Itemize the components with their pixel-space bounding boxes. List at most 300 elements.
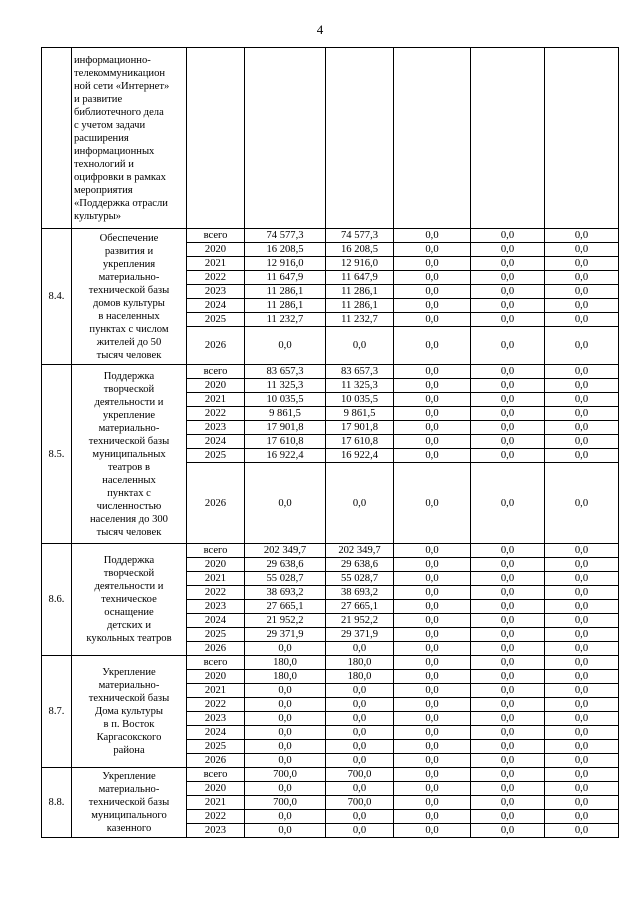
- description-line: пунктах с: [107, 487, 151, 499]
- description-line: технической базы: [88, 797, 170, 808]
- other-cell: 0,0: [545, 558, 619, 572]
- description-line: театров в: [108, 461, 150, 473]
- total-cell: 29 638,6: [245, 558, 326, 572]
- total-cell: 11 647,9: [245, 271, 326, 285]
- budget-cell: 0,0: [326, 684, 394, 698]
- budget-cell: 0,0: [326, 463, 394, 544]
- total-cell: 180,0: [245, 656, 326, 670]
- federal-cell: 0,0: [394, 796, 471, 810]
- other-cell: 0,0: [545, 435, 619, 449]
- federal-cell: 0,0: [394, 712, 471, 726]
- regional-cell: 0,0: [471, 313, 545, 327]
- total-cell: 74 577,3: [245, 229, 326, 243]
- year-cell: 2020: [187, 670, 245, 684]
- description-line: «Поддержка отрасли: [74, 197, 168, 209]
- regional-cell: 0,0: [471, 614, 545, 628]
- year-cell: 2021: [187, 684, 245, 698]
- federal-cell: 0,0: [394, 229, 471, 243]
- other-cell: 0,0: [545, 586, 619, 600]
- description-line: укрепления: [102, 258, 156, 270]
- description-line: жителей до 50: [96, 336, 162, 348]
- total-cell: 202 349,7: [245, 544, 326, 558]
- federal-cell: 0,0: [394, 782, 471, 796]
- description-line: населения до 300: [90, 513, 168, 525]
- empty-cell: [545, 48, 619, 229]
- table-row: [42, 365, 619, 379]
- federal-cell: 0,0: [394, 243, 471, 257]
- federal-cell: 0,0: [394, 407, 471, 421]
- description-line: кукольных театров: [86, 633, 172, 644]
- total-cell: 29 371,9: [245, 628, 326, 642]
- description-line: телекоммуникацион: [74, 67, 166, 79]
- year-cell: 2023: [187, 285, 245, 299]
- section-number: 8.6.: [42, 544, 72, 656]
- year-cell: 2021: [187, 796, 245, 810]
- federal-cell: 0,0: [394, 285, 471, 299]
- description-line: деятельности и: [94, 396, 164, 408]
- total-cell: 700,0: [245, 796, 326, 810]
- year-cell: 2024: [187, 299, 245, 313]
- regional-cell: 0,0: [471, 365, 545, 379]
- total-cell: 0,0: [245, 698, 326, 712]
- budget-cell: 29 371,9: [326, 628, 394, 642]
- federal-cell: 0,0: [394, 449, 471, 463]
- year-cell: 2022: [187, 586, 245, 600]
- year-cell: 2022: [187, 698, 245, 712]
- federal-cell: 0,0: [394, 365, 471, 379]
- budget-cell: 180,0: [326, 656, 394, 670]
- description-line: ной сети «Интернет»: [74, 80, 170, 92]
- regional-cell: 0,0: [471, 421, 545, 435]
- regional-cell: 0,0: [471, 299, 545, 313]
- year-cell: 2026: [187, 327, 245, 365]
- description-line: Обеспечение: [99, 232, 159, 244]
- total-cell: 0,0: [245, 684, 326, 698]
- regional-cell: 0,0: [471, 768, 545, 782]
- budget-cell: 0,0: [326, 712, 394, 726]
- budget-cell: 55 028,7: [326, 572, 394, 586]
- budget-cell: 0,0: [326, 698, 394, 712]
- year-cell: 2024: [187, 614, 245, 628]
- budget-cell: 16 922,4: [326, 449, 394, 463]
- description-line: технической базы: [88, 284, 170, 296]
- federal-cell: 0,0: [394, 379, 471, 393]
- description-line: технологий и: [74, 158, 134, 170]
- section-number: 8.4.: [42, 229, 72, 365]
- federal-cell: 0,0: [394, 628, 471, 642]
- regional-cell: 0,0: [471, 628, 545, 642]
- budget-cell: 21 952,2: [326, 614, 394, 628]
- year-cell: 2023: [187, 600, 245, 614]
- total-cell: 11 286,1: [245, 285, 326, 299]
- total-cell: 0,0: [245, 740, 326, 754]
- year-cell: 2023: [187, 421, 245, 435]
- description-line: Поддержка: [103, 555, 155, 566]
- federal-cell: 0,0: [394, 698, 471, 712]
- total-cell: 17 610,8: [245, 435, 326, 449]
- total-cell: 0,0: [245, 642, 326, 656]
- budget-cell: 180,0: [326, 670, 394, 684]
- other-cell: 0,0: [545, 544, 619, 558]
- description-line: в п. Восток: [103, 719, 155, 730]
- total-cell: 0,0: [245, 463, 326, 544]
- description-line: детских и: [107, 620, 151, 631]
- federal-cell: 0,0: [394, 586, 471, 600]
- description-line: расширения: [74, 132, 129, 144]
- other-cell: 0,0: [545, 726, 619, 740]
- section-description: [72, 365, 187, 544]
- budget-cell: 0,0: [326, 782, 394, 796]
- federal-cell: 0,0: [394, 656, 471, 670]
- budget-table: [41, 47, 619, 838]
- description-line: Каргасокского: [96, 732, 162, 743]
- regional-cell: 0,0: [471, 740, 545, 754]
- total-cell: 55 028,7: [245, 572, 326, 586]
- other-cell: 0,0: [545, 796, 619, 810]
- federal-cell: 0,0: [394, 810, 471, 824]
- other-cell: 0,0: [545, 614, 619, 628]
- other-cell: 0,0: [545, 600, 619, 614]
- description-line: материально-: [98, 271, 160, 283]
- total-cell: 11 325,3: [245, 379, 326, 393]
- year-cell: 2022: [187, 810, 245, 824]
- description-line: домов культуры: [93, 297, 165, 309]
- section-description: [72, 768, 187, 838]
- description-line: культуры»: [74, 210, 122, 222]
- federal-cell: 0,0: [394, 726, 471, 740]
- regional-cell: 0,0: [471, 271, 545, 285]
- year-cell: 2022: [187, 407, 245, 421]
- other-cell: 0,0: [545, 656, 619, 670]
- description-line: тысяч человек: [96, 349, 162, 361]
- year-cell: 2021: [187, 257, 245, 271]
- regional-cell: 0,0: [471, 600, 545, 614]
- budget-cell: 17 610,8: [326, 435, 394, 449]
- description-line: материально-: [98, 680, 160, 691]
- regional-cell: 0,0: [471, 754, 545, 768]
- regional-cell: 0,0: [471, 463, 545, 544]
- budget-cell: 29 638,6: [326, 558, 394, 572]
- section-description: [72, 656, 187, 768]
- budget-cell: 38 693,2: [326, 586, 394, 600]
- description-line: района: [113, 745, 145, 756]
- empty-cell: [187, 48, 245, 229]
- other-cell: 0,0: [545, 271, 619, 285]
- description-line: технической базы: [88, 693, 170, 704]
- continuation-description: [72, 48, 187, 229]
- year-cell: 2025: [187, 449, 245, 463]
- description-line: библиотечного дела: [74, 106, 164, 118]
- description-line: в населенных: [98, 310, 160, 322]
- other-cell: 0,0: [545, 628, 619, 642]
- year-cell: всего: [187, 656, 245, 670]
- total-cell: 27 665,1: [245, 600, 326, 614]
- description-line: материально-: [98, 784, 160, 795]
- description-line: оцифровки в рамках: [74, 171, 166, 183]
- year-cell: 2026: [187, 754, 245, 768]
- federal-cell: 0,0: [394, 421, 471, 435]
- other-cell: 0,0: [545, 642, 619, 656]
- regional-cell: 0,0: [471, 257, 545, 271]
- empty-cell: [326, 48, 394, 229]
- other-cell: 0,0: [545, 754, 619, 768]
- description-line: развития и: [104, 245, 154, 257]
- total-cell: 700,0: [245, 768, 326, 782]
- year-cell: всего: [187, 768, 245, 782]
- continuation-row: [42, 48, 619, 229]
- other-cell: 0,0: [545, 327, 619, 365]
- description-line: деятельности и: [94, 581, 164, 592]
- federal-cell: 0,0: [394, 313, 471, 327]
- year-cell: 2024: [187, 435, 245, 449]
- budget-cell: 74 577,3: [326, 229, 394, 243]
- federal-cell: 0,0: [394, 463, 471, 544]
- federal-cell: 0,0: [394, 327, 471, 365]
- year-cell: 2021: [187, 572, 245, 586]
- regional-cell: 0,0: [471, 393, 545, 407]
- other-cell: 0,0: [545, 393, 619, 407]
- description-line: муниципальных: [92, 448, 166, 460]
- other-cell: 0,0: [545, 285, 619, 299]
- description-line: творческой: [103, 383, 155, 395]
- other-cell: 0,0: [545, 379, 619, 393]
- other-cell: 0,0: [545, 463, 619, 544]
- empty-cell: [471, 48, 545, 229]
- budget-cell: 0,0: [326, 754, 394, 768]
- federal-cell: 0,0: [394, 642, 471, 656]
- description-line: Поддержка: [103, 370, 155, 382]
- total-cell: 0,0: [245, 782, 326, 796]
- regional-cell: 0,0: [471, 572, 545, 586]
- budget-cell: 11 325,3: [326, 379, 394, 393]
- budget-cell: 10 035,5: [326, 393, 394, 407]
- empty-cell: [394, 48, 471, 229]
- federal-cell: 0,0: [394, 393, 471, 407]
- other-cell: 0,0: [545, 421, 619, 435]
- year-cell: 2020: [187, 379, 245, 393]
- year-cell: 2025: [187, 628, 245, 642]
- table-row: [42, 544, 619, 558]
- budget-cell: 202 349,7: [326, 544, 394, 558]
- description-line: пунктах с числом: [89, 323, 169, 335]
- description-line: оснащение: [104, 607, 154, 618]
- regional-cell: 0,0: [471, 544, 545, 558]
- section-description: [72, 229, 187, 365]
- other-cell: 0,0: [545, 229, 619, 243]
- regional-cell: 0,0: [471, 782, 545, 796]
- description-line: Укрепление: [102, 771, 156, 782]
- other-cell: 0,0: [545, 243, 619, 257]
- description-line: творческой: [103, 568, 155, 579]
- regional-cell: 0,0: [471, 698, 545, 712]
- description-line: материально-: [98, 422, 160, 434]
- table-row: [42, 229, 619, 243]
- total-cell: 38 693,2: [245, 586, 326, 600]
- total-cell: 12 916,0: [245, 257, 326, 271]
- federal-cell: 0,0: [394, 435, 471, 449]
- federal-cell: 0,0: [394, 544, 471, 558]
- page-number: 4: [316, 22, 324, 37]
- total-cell: 0,0: [245, 726, 326, 740]
- total-cell: 9 861,5: [245, 407, 326, 421]
- federal-cell: 0,0: [394, 824, 471, 838]
- budget-cell: 9 861,5: [326, 407, 394, 421]
- total-cell: 0,0: [245, 824, 326, 838]
- budget-cell: 0,0: [326, 810, 394, 824]
- regional-cell: 0,0: [471, 379, 545, 393]
- total-cell: 16 208,5: [245, 243, 326, 257]
- other-cell: 0,0: [545, 299, 619, 313]
- total-cell: 83 657,3: [245, 365, 326, 379]
- total-cell: 180,0: [245, 670, 326, 684]
- description-line: с учетом задачи: [74, 119, 146, 131]
- regional-cell: 0,0: [471, 449, 545, 463]
- total-cell: 17 901,8: [245, 421, 326, 435]
- other-cell: 0,0: [545, 810, 619, 824]
- regional-cell: 0,0: [471, 229, 545, 243]
- budget-cell: 11 286,1: [326, 299, 394, 313]
- year-cell: 2020: [187, 243, 245, 257]
- other-cell: 0,0: [545, 670, 619, 684]
- regional-cell: 0,0: [471, 558, 545, 572]
- federal-cell: 0,0: [394, 600, 471, 614]
- description-line: технической базы: [88, 435, 170, 447]
- description-line: и развитие: [74, 93, 123, 105]
- total-cell: 0,0: [245, 810, 326, 824]
- budget-cell: 27 665,1: [326, 600, 394, 614]
- year-cell: 2022: [187, 271, 245, 285]
- year-cell: всего: [187, 544, 245, 558]
- year-cell: всего: [187, 365, 245, 379]
- year-cell: 2026: [187, 463, 245, 544]
- table-row: [42, 768, 619, 782]
- budget-cell: 0,0: [326, 327, 394, 365]
- regional-cell: 0,0: [471, 810, 545, 824]
- federal-cell: 0,0: [394, 614, 471, 628]
- budget-cell: 11 647,9: [326, 271, 394, 285]
- description-line: мероприятия: [74, 184, 133, 196]
- federal-cell: 0,0: [394, 558, 471, 572]
- budget-cell: 16 208,5: [326, 243, 394, 257]
- description-line: техническое: [101, 594, 157, 605]
- section-description: [72, 544, 187, 656]
- budget-cell: 12 916,0: [326, 257, 394, 271]
- total-cell: 11 232,7: [245, 313, 326, 327]
- year-cell: 2020: [187, 558, 245, 572]
- regional-cell: 0,0: [471, 670, 545, 684]
- total-cell: 0,0: [245, 754, 326, 768]
- other-cell: 0,0: [545, 712, 619, 726]
- budget-cell: 700,0: [326, 768, 394, 782]
- section-number: 8.8.: [42, 768, 72, 838]
- year-cell: 2021: [187, 393, 245, 407]
- description-line: Укрепление: [102, 667, 156, 678]
- other-cell: 0,0: [545, 257, 619, 271]
- regional-cell: 0,0: [471, 796, 545, 810]
- other-cell: 0,0: [545, 768, 619, 782]
- other-cell: 0,0: [545, 313, 619, 327]
- regional-cell: 0,0: [471, 243, 545, 257]
- budget-cell: 0,0: [326, 824, 394, 838]
- regional-cell: 0,0: [471, 642, 545, 656]
- description-line: казенного: [106, 823, 152, 834]
- regional-cell: 0,0: [471, 684, 545, 698]
- regional-cell: 0,0: [471, 726, 545, 740]
- description-line: Дома культуры: [94, 706, 164, 717]
- total-cell: 11 286,1: [245, 299, 326, 313]
- other-cell: 0,0: [545, 740, 619, 754]
- year-cell: 2023: [187, 824, 245, 838]
- description-line: информационно-: [74, 54, 151, 66]
- total-cell: 10 035,5: [245, 393, 326, 407]
- budget-cell: 0,0: [326, 740, 394, 754]
- regional-cell: 0,0: [471, 435, 545, 449]
- section-number: 8.5.: [42, 365, 72, 544]
- budget-cell: 0,0: [326, 726, 394, 740]
- description-line: муниципального: [91, 810, 167, 821]
- description-line: численностью: [96, 500, 162, 512]
- year-cell: 2020: [187, 782, 245, 796]
- description-line: населенных: [102, 474, 156, 486]
- year-cell: 2026: [187, 642, 245, 656]
- federal-cell: 0,0: [394, 684, 471, 698]
- year-cell: 2025: [187, 313, 245, 327]
- other-cell: 0,0: [545, 684, 619, 698]
- budget-cell: 17 901,8: [326, 421, 394, 435]
- total-cell: 21 952,2: [245, 614, 326, 628]
- budget-cell: 700,0: [326, 796, 394, 810]
- federal-cell: 0,0: [394, 271, 471, 285]
- federal-cell: 0,0: [394, 740, 471, 754]
- federal-cell: 0,0: [394, 670, 471, 684]
- description-line: информационных: [74, 145, 155, 157]
- other-cell: 0,0: [545, 572, 619, 586]
- federal-cell: 0,0: [394, 572, 471, 586]
- table-row: [42, 656, 619, 670]
- regional-cell: 0,0: [471, 586, 545, 600]
- regional-cell: 0,0: [471, 327, 545, 365]
- description-line: укрепление: [102, 409, 156, 421]
- regional-cell: 0,0: [471, 285, 545, 299]
- budget-cell: 11 286,1: [326, 285, 394, 299]
- other-cell: 0,0: [545, 365, 619, 379]
- federal-cell: 0,0: [394, 754, 471, 768]
- federal-cell: 0,0: [394, 299, 471, 313]
- budget-cell: 0,0: [326, 642, 394, 656]
- year-cell: 2025: [187, 740, 245, 754]
- regional-cell: 0,0: [471, 407, 545, 421]
- regional-cell: 0,0: [471, 824, 545, 838]
- federal-cell: 0,0: [394, 768, 471, 782]
- regional-cell: 0,0: [471, 656, 545, 670]
- year-cell: всего: [187, 229, 245, 243]
- other-cell: 0,0: [545, 449, 619, 463]
- description-line: тысяч человек: [96, 526, 162, 538]
- other-cell: 0,0: [545, 698, 619, 712]
- budget-cell: 83 657,3: [326, 365, 394, 379]
- section-number: 8.7.: [42, 656, 72, 768]
- other-cell: 0,0: [545, 824, 619, 838]
- other-cell: 0,0: [545, 407, 619, 421]
- year-cell: 2024: [187, 726, 245, 740]
- total-cell: 16 922,4: [245, 449, 326, 463]
- federal-cell: 0,0: [394, 257, 471, 271]
- regional-cell: 0,0: [471, 712, 545, 726]
- other-cell: 0,0: [545, 782, 619, 796]
- year-cell: 2023: [187, 712, 245, 726]
- budget-cell: 11 232,7: [326, 313, 394, 327]
- empty-cell: [245, 48, 326, 229]
